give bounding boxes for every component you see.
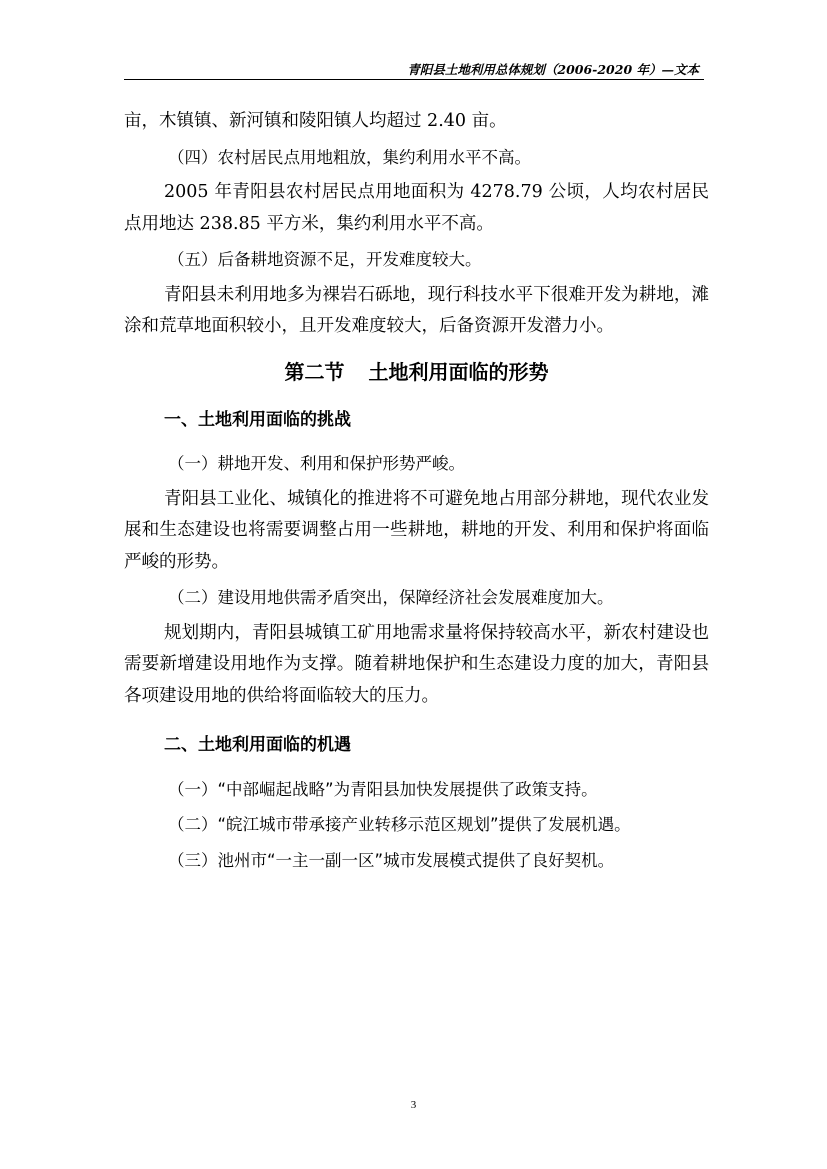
document-body [124,106,709,880]
page-number: 3 [410,1099,417,1111]
opportunity-item-1: （一）“中部崛起战略”为青阳县加快发展提供了政策支持。 [168,779,598,799]
opportunity-item-2: （二）“皖江城市带承接产业转移示范区规划”提供了发展机遇。 [168,815,631,834]
heading-opportunities: 二、土地利用面临的机遇 [164,735,351,755]
section-number: 第二节 [284,359,345,384]
opportunity-item-3: （三）池州市“一主一副一区”城市发展模式提供了良好契机。 [168,850,615,870]
paragraph-continuation: 亩，木镇镇、新河镇和陵阳镇人均超过 2.40 亩。 [124,111,507,131]
challenge-item-2: （二）建设用地供需矛盾突出，保障经济社会发展难度加大。 [168,588,614,607]
subheading-five: （五）后备耕地资源不足，开发难度较大。 [168,250,482,269]
heading-challenges: 一、土地利用面临的挑战 [164,409,351,430]
challenge-text-2: 规划期内，青阳县城镇工矿用地需求量将保持较高水平，新农村建设也需要新增建设用地作为支撑。随着耕地保护和生态建设力度的加大，青阳县各项建设用地的供给将面临较大的压力。 [124,622,709,706]
paragraph-rural-settlement: 2005 年青阳县农村居民点用地面积为 4278.79 公顷，人均农村居民点用地达 238.85 平方米，集约利用水平不高。 [124,182,709,234]
running-header: 青阳县土地利用总体规划（2006-2020 年）—文本 [407,62,699,77]
challenge-text-1: 青阳县工业化、城镇化的推进将不可避免地占用部分耕地，现代农业发展和生态建设也将需要调整占用一些耕地，耕地的开发、利用和保护将面临严峻的形势。 [124,488,709,572]
header-rule [124,79,704,80]
subheading-four: （四）农村居民点用地粗放，集约利用水平不高。 [168,147,531,167]
section-name: 土地利用面临的形势 [368,359,549,384]
section-title [124,357,709,387]
paragraph-reserve-land: 青阳县未利用地多为裸岩石砾地，现行科技水平下很难开发为耕地，滩涂和荒草地面积较小，且开发难度较大，后备资源开发潜力小。 [124,284,709,336]
challenge-item-1: （一）耕地开发、利用和保护形势严峻。 [168,454,465,473]
